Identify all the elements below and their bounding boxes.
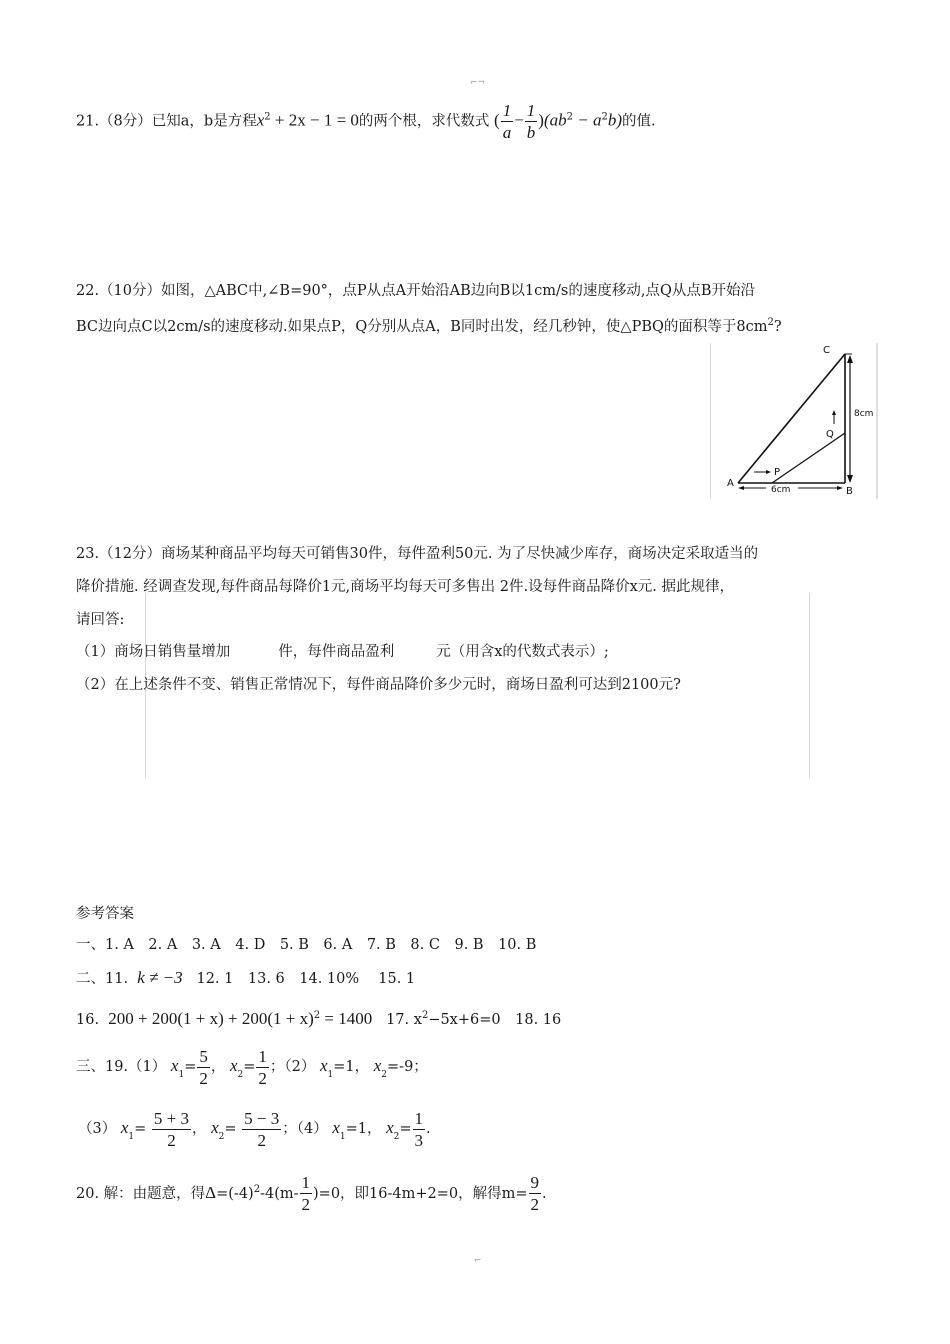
q21-frac-1-over-b: $\frac{1}{b}$ [526,101,536,142]
question-21: 21.（8分）已知a，b是方程$x^2 + 2x - 1 = 0$的两个根，求代数式 ( $\frac{1}{a}$ − $\frac{1}{b}$ )$(ab^2 - a^2b)$的值. [76,101,656,142]
margin-line-right [809,593,810,778]
label-q: Q [826,429,834,440]
frac-1-2: $\frac{1}{2}$ [258,1046,267,1088]
answers-row-4: 三、19.（1） $x_1=$ $\frac{5}{2}$ ， $x_2=$ $\frac{1}{2}$ ；（2） $x_1=1$， $x_2=-9$； [76,1046,428,1088]
question-23-sub-2: （2）在上述条件不变、销售正常情况下，每件商品降价多少元时，商场日盈利可达到2100元? [76,677,681,693]
dim-6cm: 6cm [771,485,791,495]
q21-minus: − [514,110,524,130]
answers-row-2: 二、11. k ≠ −3 12. 1 13. 6 14. 10% 15. 1 [76,968,416,987]
q21-prefix: 21.（8分）已知a，b是方程 [76,113,257,130]
label-p: P [774,467,781,478]
label-b: B [846,486,853,497]
side-ac [738,354,845,483]
frac-1-3: $\frac{1}{3}$ [414,1108,424,1150]
frac-1-2-b: $\frac{1}{2}$ [301,1173,311,1215]
frac-5-minus-root3-over-2: $\frac{5 - 3}{2}$ [244,1108,280,1150]
q21-eq-exp: 2 [264,111,271,123]
q21-expr: (ab [543,110,567,130]
q21-suffix: 的值. [622,113,656,130]
page-mark-bottom: ⌐ [474,1256,482,1266]
question-23-line-2: 降价措施. 经调查发现,每件商品每降价1元,商场平均每天可多售出 2件.设每件商品降价x元. 据此规律， [76,579,734,595]
answers-row-3: 16. $200 + 200(1 + x) + 200(1 + x)^2 = 1400$ 17. $x^2-5x+6=0$ 18. 16 [76,1008,562,1028]
label-a: A [727,478,734,489]
question-23-sub-1: （1）商场日销售量增加 件，每件商品盈利 元（用含x的代数式表示）; [76,644,609,660]
page-mark-top: ⌐¬ [470,78,486,88]
answers-row-6: 20. 解：由题意，得$\Delta=(-4)^2-4(m-$ $\frac{1}{2}$ )=0，即16-4m+2=0，解得m= $\frac{9}{2}$ . [76,1173,547,1215]
q21-eq-x: x [256,110,265,130]
question-22-line-1: 22.（10分）如图，△ABC中,∠B=90°，点P从点A开始沿AB边向B以1cm/s的速度移动,点Q从点B开始沿 [76,283,755,299]
q21-frac-1-over-a: $\frac{1}{a}$ [502,101,512,142]
frac-5-2: $\frac{5}{2}$ [199,1046,208,1088]
frac-5-plus-root3-over-2: $\frac{5 + 3}{2}$ [153,1108,189,1150]
frac-9-2: $\frac{9}{2}$ [530,1173,540,1215]
answers-row-5: （3） $x_1=$ $\frac{5 + 3}{2}$ ， $x_2=$ $\frac{5 - 3}{2}$ ；（4） $x_1=1$， $x_2=$ $\frac{1}{3}$ . [78,1108,431,1150]
label-c: C [823,345,830,356]
answers-row-1: 一、1. A 2. A 3. A 4. D 5. B 6. A 7. B 8. C 9. B 10. B [76,937,537,953]
answers-heading: 参考答案 [76,906,134,922]
q21-equation: + 2x − 1 = 0 [270,110,359,130]
question-23-line-3: 请回答: [76,612,125,628]
segment-pq [772,433,845,483]
question-22-line-2: BC边向点C以2cm/s的速度移动.如果点P，Q分别从点A，B同时出发，经几秒钟，使△PBQ的面积等于$8cm^2$? [76,317,782,335]
dim-8cm: 8cm [854,409,874,419]
question-23-line-1: 23.（12分）商场某种商品平均每天可销售30件，每件盈利50元. 为了尽快减少库存，商场决定采取适当的 [76,546,759,562]
q21-mid: 的两个根，求代数式 [358,113,490,130]
triangle-figure [710,343,878,499]
